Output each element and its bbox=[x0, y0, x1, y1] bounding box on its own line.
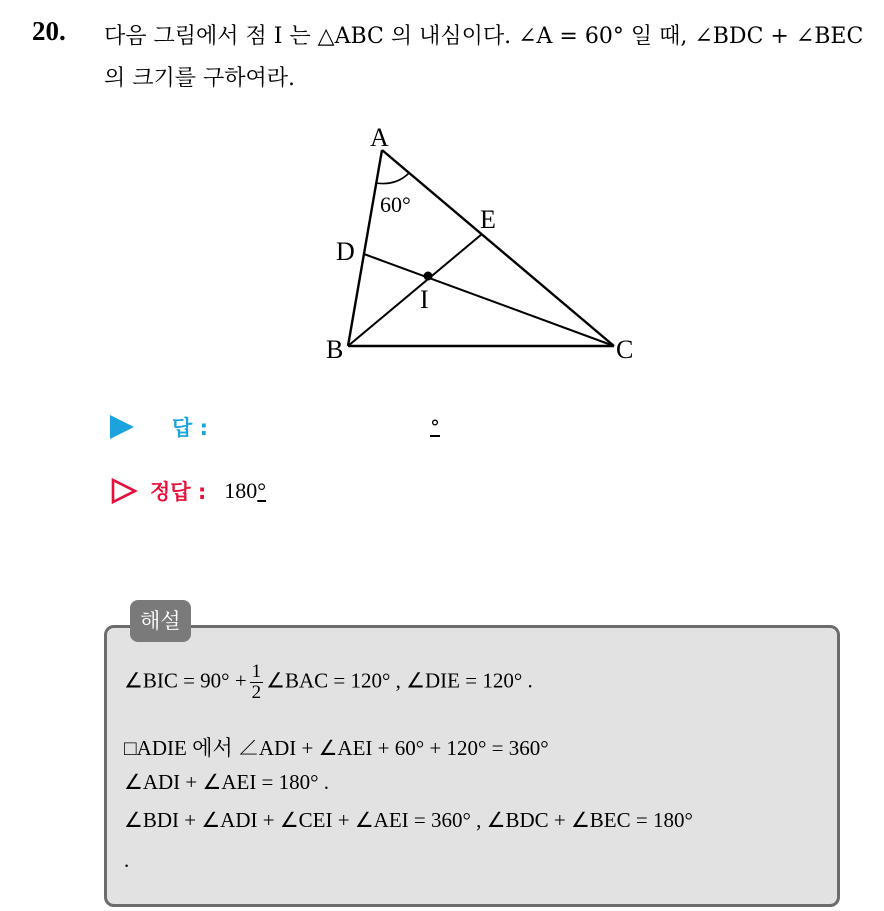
label-angle: 60° bbox=[380, 192, 411, 217]
correct-unit: ° bbox=[257, 478, 267, 503]
explanation-line-1-b: ∠BAC = 120° , ∠DIE = 120° . bbox=[266, 668, 533, 693]
explanation-line-3: ∠ADI + ∠AEI = 180° . bbox=[124, 770, 330, 794]
explanation-line-2: □ADIE 에서 ∠ADI + ∠AEI + 60° + 120° = 360° bbox=[124, 736, 549, 760]
label-d: D bbox=[336, 237, 355, 266]
answer-row bbox=[110, 412, 440, 442]
incenter-point bbox=[424, 272, 433, 281]
question-text: 다음 그림에서 점 I 는 △ABC 의 내심이다. ∠A = 60° 일 때, ∠BDC + ∠BEC 의 크기를 구하여라. bbox=[104, 24, 864, 91]
triangle-figure bbox=[310, 118, 650, 368]
fraction-half bbox=[250, 662, 264, 703]
fraction-denominator: 2 bbox=[251, 682, 262, 703]
correct-label: 정답 : bbox=[150, 480, 207, 504]
explanation-line-5: . bbox=[124, 848, 130, 872]
label-b: B bbox=[326, 335, 344, 364]
explanation-line-1 bbox=[124, 662, 533, 703]
correct-number: 180 bbox=[224, 478, 258, 503]
triangle-diagram bbox=[310, 118, 650, 368]
explanation-line-1-a: ∠BIC = 90° + bbox=[124, 668, 247, 693]
correct-value bbox=[224, 478, 266, 504]
angle-arc bbox=[376, 173, 409, 184]
label-c: C bbox=[616, 335, 634, 364]
label-e: E bbox=[480, 205, 496, 234]
play-icon bbox=[110, 415, 134, 439]
correct-answer-row bbox=[110, 476, 266, 506]
question-number: 20. bbox=[32, 16, 66, 46]
answer-label: 답 : bbox=[172, 416, 208, 440]
explanation-line-4: ∠BDI + ∠ADI + ∠CEI + ∠AEI = 360° , ∠BDC + ∠BEC = 180° bbox=[124, 808, 693, 832]
side-ac bbox=[382, 150, 614, 346]
label-a: A bbox=[370, 123, 389, 152]
label-i: I bbox=[420, 285, 429, 314]
answer-unit: ° bbox=[430, 415, 440, 439]
explanation-tag: 해설 bbox=[130, 600, 191, 642]
fraction-numerator: 1 bbox=[251, 661, 262, 682]
play-outline-icon bbox=[110, 477, 138, 505]
